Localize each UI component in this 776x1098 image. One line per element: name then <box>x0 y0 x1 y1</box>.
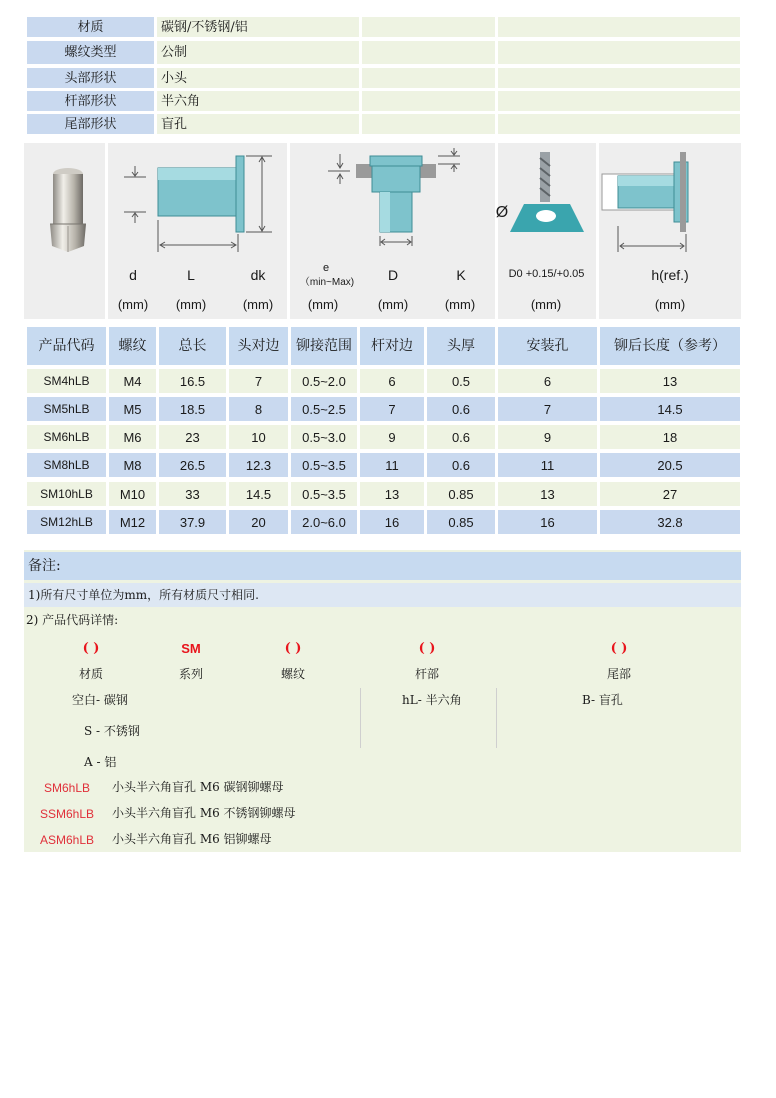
divider <box>287 143 290 319</box>
table-cell: 18.5 <box>159 397 226 421</box>
table-cell: 14.5 <box>600 397 740 421</box>
table-cell: 6 <box>498 369 597 393</box>
table-cell: 0.6 <box>427 425 495 449</box>
table-cell: 16 <box>498 510 597 534</box>
table-cell: 0.85 <box>427 510 495 534</box>
code-part-caption: 杆部 <box>414 667 439 681</box>
attr-empty-cell <box>498 91 740 111</box>
tail-option: B- 盲孔 <box>582 693 623 707</box>
col-header: 头对边 <box>229 327 288 365</box>
unit-label: (mm) <box>530 296 562 312</box>
install-hole-drawing <box>504 152 590 240</box>
installed-view-drawing <box>320 146 470 246</box>
table-cell: 20 <box>229 510 288 534</box>
divider <box>105 143 108 319</box>
attr-label: 螺纹类型 <box>27 41 154 64</box>
table-cell: 9 <box>360 425 424 449</box>
table-cell: 0.6 <box>427 453 495 477</box>
note-line-2: 2) 产品代码详情: <box>26 613 119 627</box>
label-D: D <box>387 267 399 283</box>
table-cell: 7 <box>360 397 424 421</box>
table-cell: 18 <box>600 425 740 449</box>
table-cell: M12 <box>109 510 156 534</box>
attr-value: 碳钢/不锈钢/铝 <box>157 17 359 37</box>
side-view-drawing <box>112 152 282 252</box>
material-option: 空白- 碳钢 <box>72 693 128 707</box>
table-cell: 32.8 <box>600 510 740 534</box>
table-cell: 23 <box>159 425 226 449</box>
table-cell: M6 <box>109 425 156 449</box>
table-cell: 7 <box>498 397 597 421</box>
attr-value: 半六角 <box>157 91 359 111</box>
table-cell: 0.5~3.5 <box>291 453 357 477</box>
unit-label: (mm) <box>117 296 149 312</box>
attr-label: 杆部形状 <box>27 91 154 111</box>
label-K: K <box>456 267 466 283</box>
table-cell: SM4hLB <box>27 369 106 393</box>
table-cell: 0.5~2.0 <box>291 369 357 393</box>
table-cell: 2.0~6.0 <box>291 510 357 534</box>
table-cell: 20.5 <box>600 453 740 477</box>
col-header: 安装孔 <box>498 327 597 365</box>
label-e-range: （min~Max) <box>299 276 355 288</box>
code-part-caption: 材质 <box>78 667 103 681</box>
col-header: 铆接范围 <box>291 327 357 365</box>
table-cell: M5 <box>109 397 156 421</box>
label-h-ref: h(ref.) <box>651 267 689 283</box>
table-cell: 0.85 <box>427 482 495 506</box>
label-D0: D0 +0.15/+0.05 <box>508 268 585 280</box>
table-cell: 13 <box>498 482 597 506</box>
table-cell: SM12hLB <box>27 510 106 534</box>
attr-label: 尾部形状 <box>27 114 154 134</box>
attr-empty-cell <box>362 41 495 64</box>
label-d: d <box>129 267 137 283</box>
rivet-installed-drawing <box>600 152 700 252</box>
attr-empty-cell <box>498 41 740 64</box>
table-cell: M4 <box>109 369 156 393</box>
attr-empty-cell <box>498 114 740 134</box>
col-header: 总长 <box>159 327 226 365</box>
table-cell: 27 <box>600 482 740 506</box>
example-desc: 小头半六角盲孔 M6 碳钢铆螺母 <box>112 780 284 794</box>
attr-value: 盲孔 <box>157 114 359 134</box>
code-part-mark: ( ) <box>284 640 302 656</box>
table-cell: 14.5 <box>229 482 288 506</box>
table-cell: 8 <box>229 397 288 421</box>
code-part-mark: ( ) <box>418 640 436 656</box>
example-code: SSM6hLB <box>39 807 95 821</box>
col-header: 产品代码 <box>27 327 106 365</box>
col-header: 铆后长度（参考） <box>600 327 740 365</box>
material-option: A - 铝 <box>84 755 117 769</box>
table-cell: 11 <box>498 453 597 477</box>
table-cell: 9 <box>498 425 597 449</box>
label-dk: dk <box>250 267 266 283</box>
attr-value: 小头 <box>157 68 359 88</box>
table-cell: SM6hLB <box>27 425 106 449</box>
divider <box>496 688 497 748</box>
table-cell: SM10hLB <box>27 482 106 506</box>
divider <box>360 688 361 748</box>
unit-label: (mm) <box>307 296 339 312</box>
attr-label: 材质 <box>27 17 154 37</box>
table-cell: M10 <box>109 482 156 506</box>
attr-empty-cell <box>362 114 495 134</box>
table-cell: 12.3 <box>229 453 288 477</box>
table-cell: 0.5 <box>427 369 495 393</box>
shank-option: hL- 半六角 <box>402 693 462 707</box>
notes-title: 备注: <box>24 552 741 580</box>
divider <box>596 143 599 319</box>
table-cell: 13 <box>600 369 740 393</box>
example-desc: 小头半六角盲孔 M6 铝铆螺母 <box>112 832 272 846</box>
table-cell: 0.5~2.5 <box>291 397 357 421</box>
table-cell: 13 <box>360 482 424 506</box>
label-phi: Ø <box>495 204 509 221</box>
code-part-caption: 螺纹 <box>280 667 305 681</box>
material-option: S - 不锈钢 <box>84 724 140 738</box>
code-part-mark: ( ) <box>82 640 100 656</box>
divider <box>495 143 498 319</box>
table-cell: 6 <box>360 369 424 393</box>
table-cell: 37.9 <box>159 510 226 534</box>
table-cell: 0.6 <box>427 397 495 421</box>
attr-empty-cell <box>498 68 740 88</box>
col-header: 杆对边 <box>360 327 424 365</box>
rivet-nut-photo <box>40 160 96 256</box>
table-cell: 11 <box>360 453 424 477</box>
attr-empty-cell <box>498 17 740 37</box>
table-cell: M8 <box>109 453 156 477</box>
attr-value: 公制 <box>157 41 359 64</box>
table-cell: 33 <box>159 482 226 506</box>
table-cell: 0.5~3.5 <box>291 482 357 506</box>
code-part-mark: SM <box>181 640 201 656</box>
attr-empty-cell <box>362 17 495 37</box>
unit-label: (mm) <box>242 296 274 312</box>
unit-label: (mm) <box>175 296 207 312</box>
example-code: SM6hLB <box>43 781 91 795</box>
example-desc: 小头半六角盲孔 M6 不锈钢铆螺母 <box>112 806 296 820</box>
table-cell: SM5hLB <box>27 397 106 421</box>
attr-empty-cell <box>362 91 495 111</box>
unit-label: (mm) <box>377 296 409 312</box>
code-part-mark: ( ) <box>610 640 628 656</box>
table-cell: 0.5~3.0 <box>291 425 357 449</box>
attr-label: 头部形状 <box>27 68 154 88</box>
table-cell: SM8hLB <box>27 453 106 477</box>
table-cell: 16.5 <box>159 369 226 393</box>
unit-label: (mm) <box>654 296 686 312</box>
col-header: 螺纹 <box>109 327 156 365</box>
table-cell: 26.5 <box>159 453 226 477</box>
unit-label: (mm) <box>444 296 476 312</box>
code-part-caption: 尾部 <box>606 667 631 681</box>
table-cell: 16 <box>360 510 424 534</box>
table-cell: 10 <box>229 425 288 449</box>
attr-empty-cell <box>362 68 495 88</box>
code-part-caption: 系列 <box>178 667 203 681</box>
table-cell: 7 <box>229 369 288 393</box>
label-L: L <box>187 267 195 283</box>
col-header: 头厚 <box>427 327 495 365</box>
example-code: ASM6hLB <box>39 833 95 847</box>
label-e: e <box>322 261 330 274</box>
note-line-1: 1)所有尺寸单位为mm，所有材质尺寸相同. <box>24 583 741 607</box>
